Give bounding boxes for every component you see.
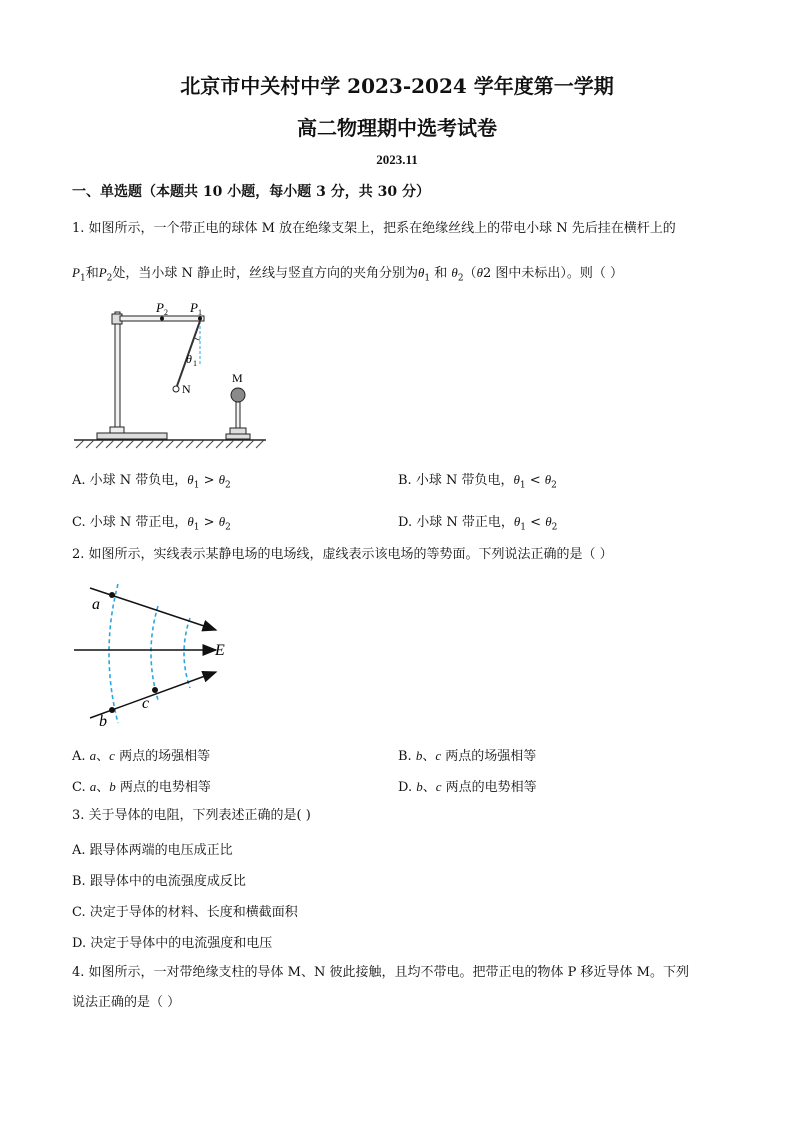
q3-option-d[interactable]: D. 决定于导体中的电流强度和电压	[72, 936, 273, 951]
exam-date: 2023.11	[376, 152, 418, 167]
q3-stem: 3. 关于导体的电阻，下列表述正确的是( )	[72, 808, 311, 823]
label-n: N	[182, 382, 191, 396]
q2-option-a[interactable]: A. a、c 两点的场强相等	[72, 748, 211, 764]
label-p2: P	[156, 300, 164, 315]
label-p1: P	[190, 300, 198, 315]
label-c: c	[142, 695, 150, 712]
section-heading: 一、单选题（本题共 10 小题，每小题 3 分，共 30 分）	[72, 184, 430, 200]
exam-title: 北京市中关村中学 2023-2024 学年度第一学期	[180, 74, 614, 98]
svg-text:1: 1	[193, 359, 197, 368]
q1-figure	[70, 290, 280, 450]
label-e: E	[215, 642, 225, 659]
q2-stem: 2. 如图所示，实线表示某静电场的电场线，虚线表示该电场的等势面。下列说法正确的是（ ）	[72, 547, 613, 562]
q3-option-c[interactable]: C. 决定于导体的材料、长度和横截面积	[72, 905, 298, 920]
q4-stem-line1: 4. 如图所示，一对带绝缘支柱的导体 M、N 彼此接触，且均不带电。把带正电的物体 P 移近导体 M。下列	[72, 965, 689, 980]
q1-option-c[interactable]: C. 小球 N 带正电，$\theta_1 > \theta_2$	[72, 514, 231, 533]
q2-figure	[70, 578, 240, 728]
q4-stem-line2: 说法正确的是（ ）	[72, 995, 181, 1010]
q1-option-d[interactable]: D. 小球 N 带正电，$\theta_1 < \theta_2$	[398, 514, 558, 533]
q1-stem-line1: 1. 如图所示，一个带正电的球体 M 放在绝缘支架上，把系在绝缘丝线上的带电小球 N 先后挂在横杆上的	[72, 221, 676, 236]
q1-option-b[interactable]: B. 小球 N 带负电，$\theta_1 < \theta_2$	[398, 472, 557, 491]
label-a: a	[92, 596, 100, 613]
q1-stem-line2: $P_1$和$P_2$处，当小球 N 静止时，丝线与竖直方向的夹角分别为$\theta_1$ 和 $\theta_2(\theta 2$ 图中未标出）。则（ ）	[72, 265, 623, 284]
label-m: M	[232, 371, 243, 385]
label-theta1: θ	[186, 352, 192, 366]
q1-option-a[interactable]: A. 小球 N 带负电，$\theta_1 > \theta_2$	[72, 472, 231, 491]
exam-subtitle: 高二物理期中选考试卷	[297, 116, 497, 140]
q3-option-b[interactable]: B. 跟导体中的电流强度成反比	[72, 874, 246, 889]
q3-option-a[interactable]: A. 跟导体两端的电压成正比	[72, 843, 233, 858]
svg-text:1: 1	[198, 308, 202, 317]
q2-option-c[interactable]: C. a、b 两点的电势相等	[72, 779, 211, 795]
label-b: b	[99, 713, 107, 728]
svg-text:2: 2	[164, 308, 168, 317]
q2-option-b[interactable]: B. b、c 两点的场强相等	[398, 748, 537, 764]
q2-option-d[interactable]: D. b、c 两点的电势相等	[398, 779, 537, 795]
